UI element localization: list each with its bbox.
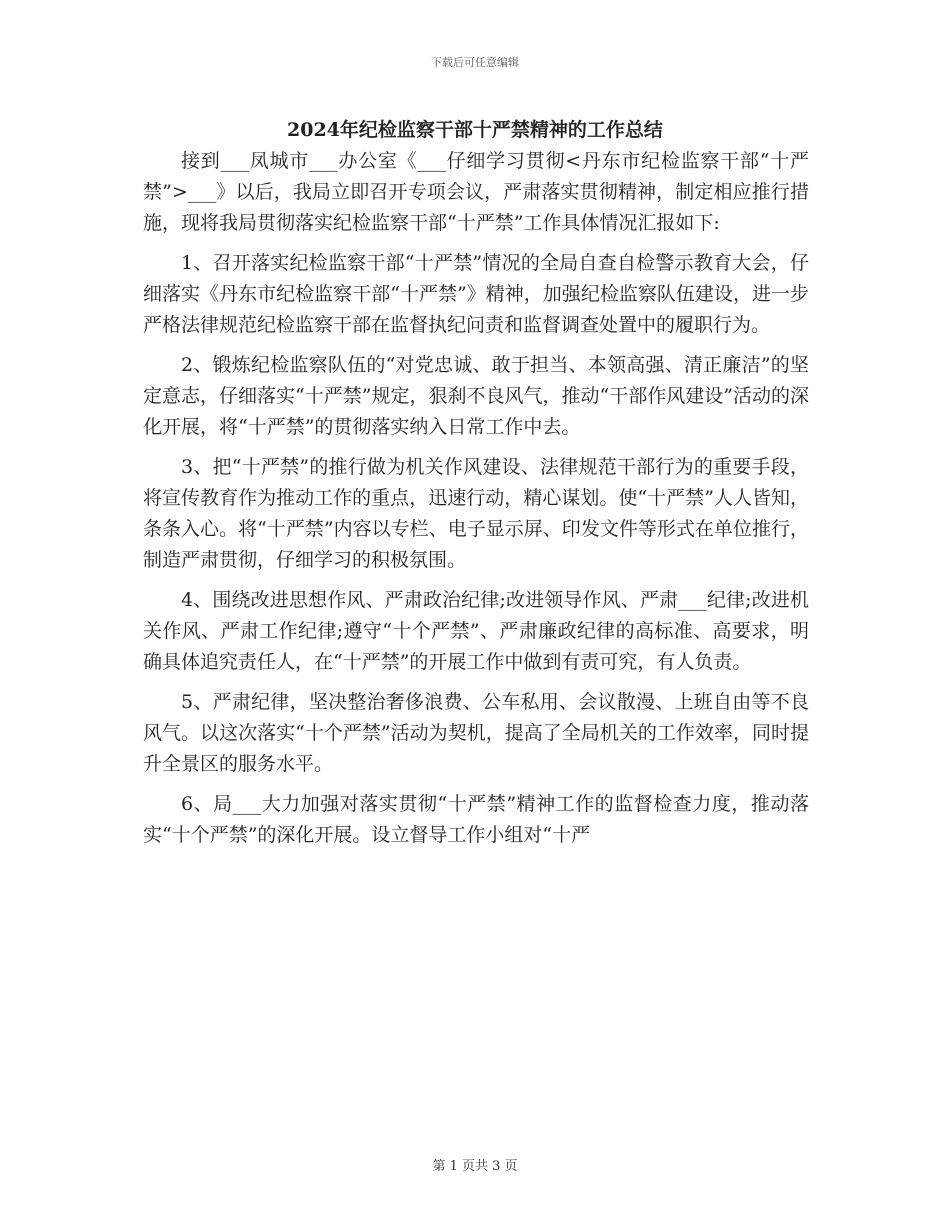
page-number: 第 1 页共 3 页 xyxy=(432,1159,518,1174)
document-title: 2024年纪检监察干部十严禁精神的工作总结 xyxy=(287,119,663,141)
document-body xyxy=(143,146,809,860)
paragraph-item-3: 3、把“十严禁”的推行做为机关作风建设、法律规范干部行为的重要手段，将宣传教育作为推动工作的重点，迅速行动，精心谋划。使“十严禁”人人皆知，条条入心。将“十严禁”内容以专栏、电子显示屏、印发文件等形式在单位推行，制造严肃贯彻，仔细学习的积极氛围。 xyxy=(143,456,809,571)
paragraph-intro: 接到___凤城市___办公室《___仔细学习贯彻<丹东市纪检监察干部“十严禁”>___》以后，我局立即召开专项会议，严肃落实贯彻精神，制定相应推行措施，现将我局贯彻落实纪检监察干部“十严禁”工作具体情况汇报如下: xyxy=(143,150,809,234)
paragraph-item-5: 5、严肃纪律，坚决整治奢侈浪费、公车私用、会议散漫、上班自由等不良风气。以这次落实“十个严禁”活动为契机，提高了全局机关的工作效率，同时提升全景区的服务水平。 xyxy=(143,691,809,775)
paragraph-item-1: 1、召开落实纪检监察干部“十严禁”情况的全局自查自检警示教育大会，仔细落实《丹东市纪检监察干部“十严禁”》精神，加强纪检监察队伍建设，进一步严格法律规范纪检监察干部在监督执纪问责和监督调查处置中的履职行为。 xyxy=(143,252,809,336)
header-note: 下载后可任意编辑 xyxy=(431,56,519,69)
paragraph-item-4: 4、围绕改进思想作风、严肃政治纪律;改进领导作风、严肃___纪律;改进机关作风、严肃工作纪律;遵守“十个严禁”、严肃廉政纪律的高标准、高要求，明确具体追究责任人，在“十严禁”的开展工作中做到有责可究，有人负责。 xyxy=(143,589,809,673)
paragraph-item-6: 6、局___大力加强对落实贯彻“十严禁”精神工作的监督检查力度，推动落实“十个严禁”的深化开展。设立督导工作小组对“十严 xyxy=(143,793,809,846)
paragraph-item-2: 2、锻炼纪检监察队伍的“对党忠诚、敢于担当、本领高强、清正廉洁”的坚定意志，仔细落实“十严禁”规定，狠刹不良风气，推动“干部作风建设”活动的深化开展，将“十严禁”的贯彻落实纳入日常工作中去。 xyxy=(143,354,809,438)
